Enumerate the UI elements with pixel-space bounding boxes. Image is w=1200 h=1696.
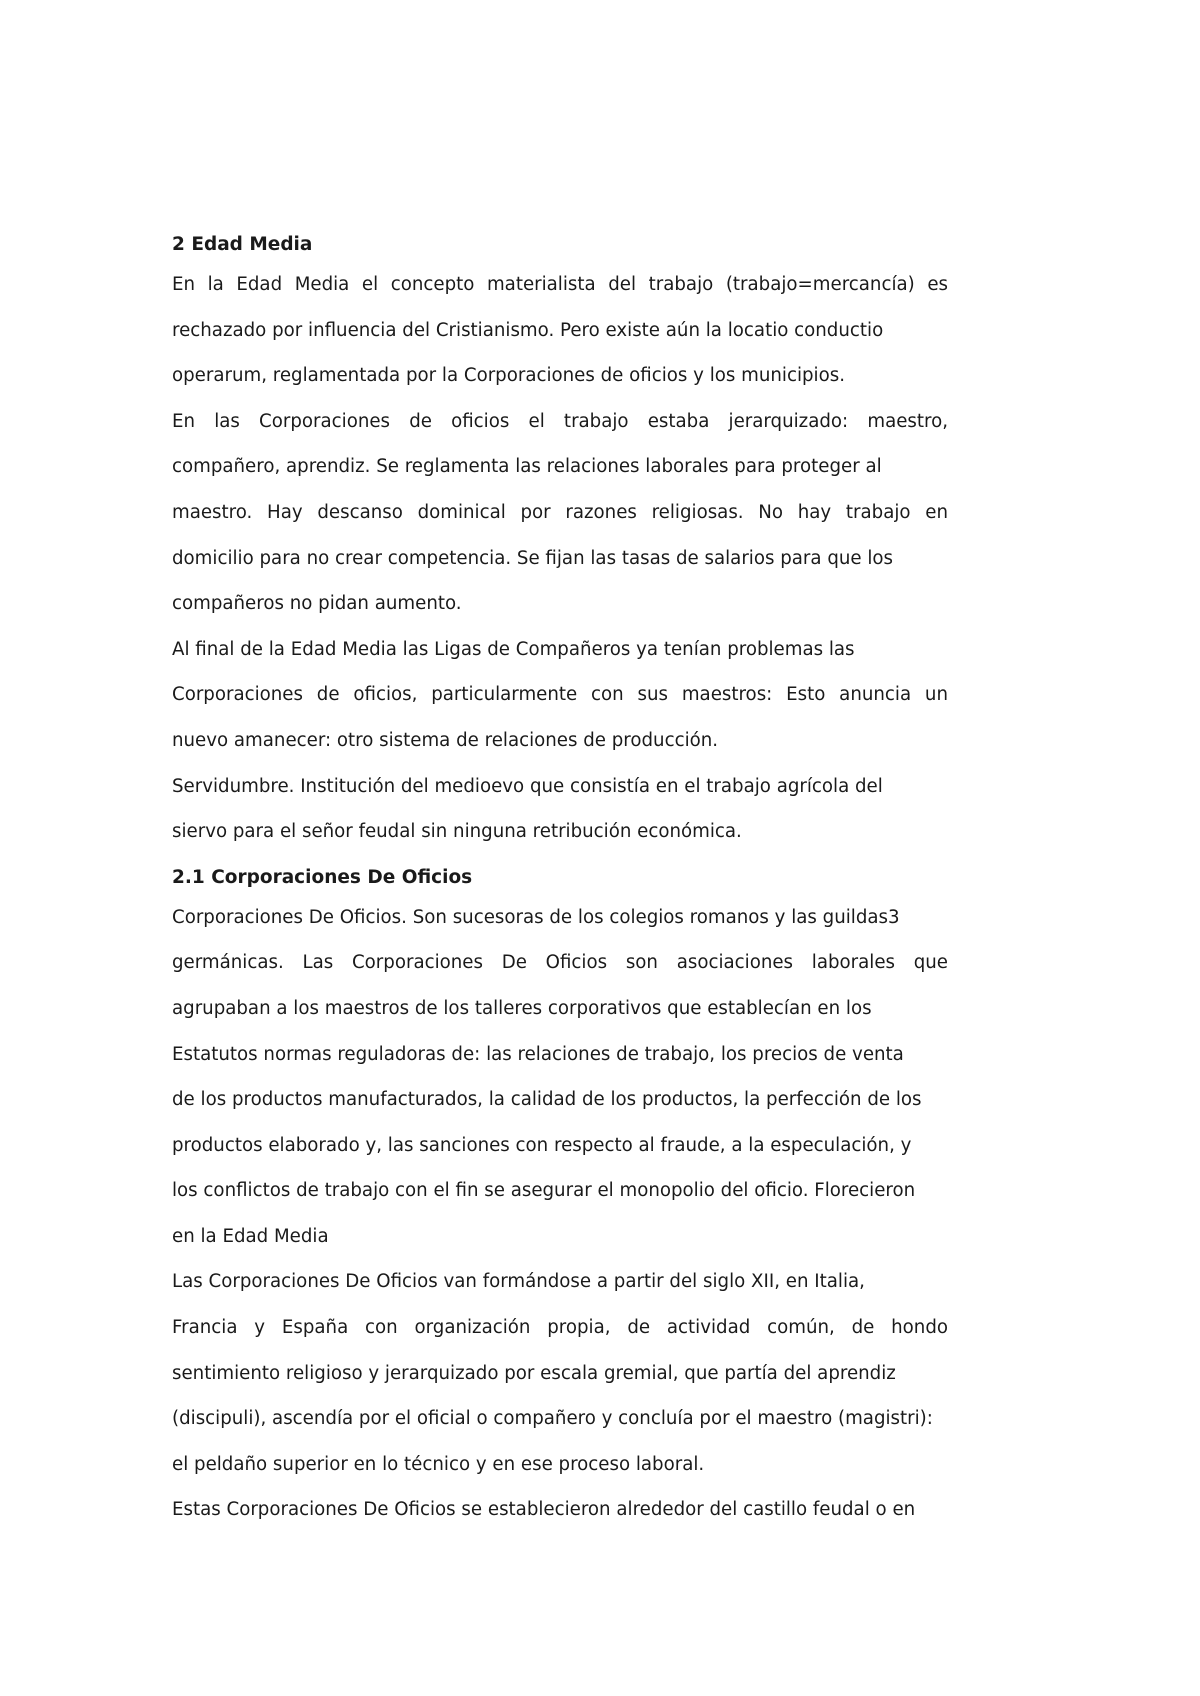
paragraph-line: maestro. Hay descanso dominical por razones religiosas. No hay trabajo en [172,501,948,523]
paragraph-line: compañeros no pidan aumento. [172,593,462,615]
paragraph-line: domicilio para no crear competencia. Se fijan las tasas de salarios para que los [172,547,894,569]
paragraph-line: Francia y España con organización propia, de actividad común, de hondo [172,1317,948,1339]
paragraph-line: (discipuli), ascendía por el oficial o compañero y concluía por el maestro (magistri): [172,1408,933,1430]
paragraph-line: el peldaño superior en lo técnico y en ese proceso laboral. [172,1453,705,1475]
section-corporaciones-body [172,905,972,1543]
heading-corporaciones-de-oficios: 2.1 Corporaciones De Oficios [172,866,473,888]
section-edad-media-body [172,272,972,865]
paragraph-line: en la Edad Media [172,1225,329,1247]
paragraph-line: En las Corporaciones de oficios el trabajo estaba jerarquizado: maestro, [172,410,948,432]
paragraph-line: operarum, reglamentada por la Corporaciones de oficios y los municipios. [172,365,845,387]
paragraph-line: Las Corporaciones De Oficios van formándose a partir del siglo XII, en Italia, [172,1271,865,1293]
heading-edad-media: 2 Edad Media [172,234,313,255]
paragraph-line: nuevo amanecer: otro sistema de relaciones de producción. [172,729,719,751]
paragraph-line: sentimiento religioso y jerarquizado por escala gremial, que partía del aprendiz [172,1362,896,1384]
paragraph-line: los conflictos de trabajo con el fin se asegurar el monopolio del oficio. Florecieron [172,1180,916,1202]
paragraph-line: germánicas. Las Corporaciones De Oficios son asociaciones laborales que [172,952,948,974]
document-page [172,232,972,1543]
paragraph-line: Estatutos normas reguladoras de: las relaciones de trabajo, los precios de venta [172,1043,904,1065]
paragraph-line: de los productos manufacturados, la calidad de los productos, la perfección de los [172,1089,922,1111]
paragraph-line: En la Edad Media el concepto materialista del trabajo (trabajo=mercancía) es [172,274,948,295]
paragraph-line: siervo para el señor feudal sin ninguna retribución económica. [172,821,742,843]
paragraph-line: compañero, aprendiz. Se reglamenta las relaciones laborales para proteger al [172,456,882,478]
paragraph-line: Estas Corporaciones De Oficios se establecieron alrededor del castillo feudal o en [172,1499,916,1521]
paragraph-line: Servidumbre. Institución del medioevo que consistía en el trabajo agrícola del [172,775,883,797]
paragraph-line: rechazado por influencia del Cristianismo. Pero existe aún la locatio conductio [172,319,884,341]
paragraph-line: Corporaciones De Oficios. Son sucesoras de los colegios romanos y las guildas3 [172,906,900,928]
paragraph-line: Corporaciones de oficios, particularmente con sus maestros: Esto anuncia un [172,684,948,706]
paragraph-line: productos elaborado y, las sanciones con respecto al fraude, a la especulación, y [172,1134,912,1156]
paragraph-line: Al final de la Edad Media las Ligas de Compañeros ya tenían problemas las [172,638,855,660]
paragraph-line: agrupaban a los maestros de los talleres corporativos que establecían en los [172,997,872,1019]
